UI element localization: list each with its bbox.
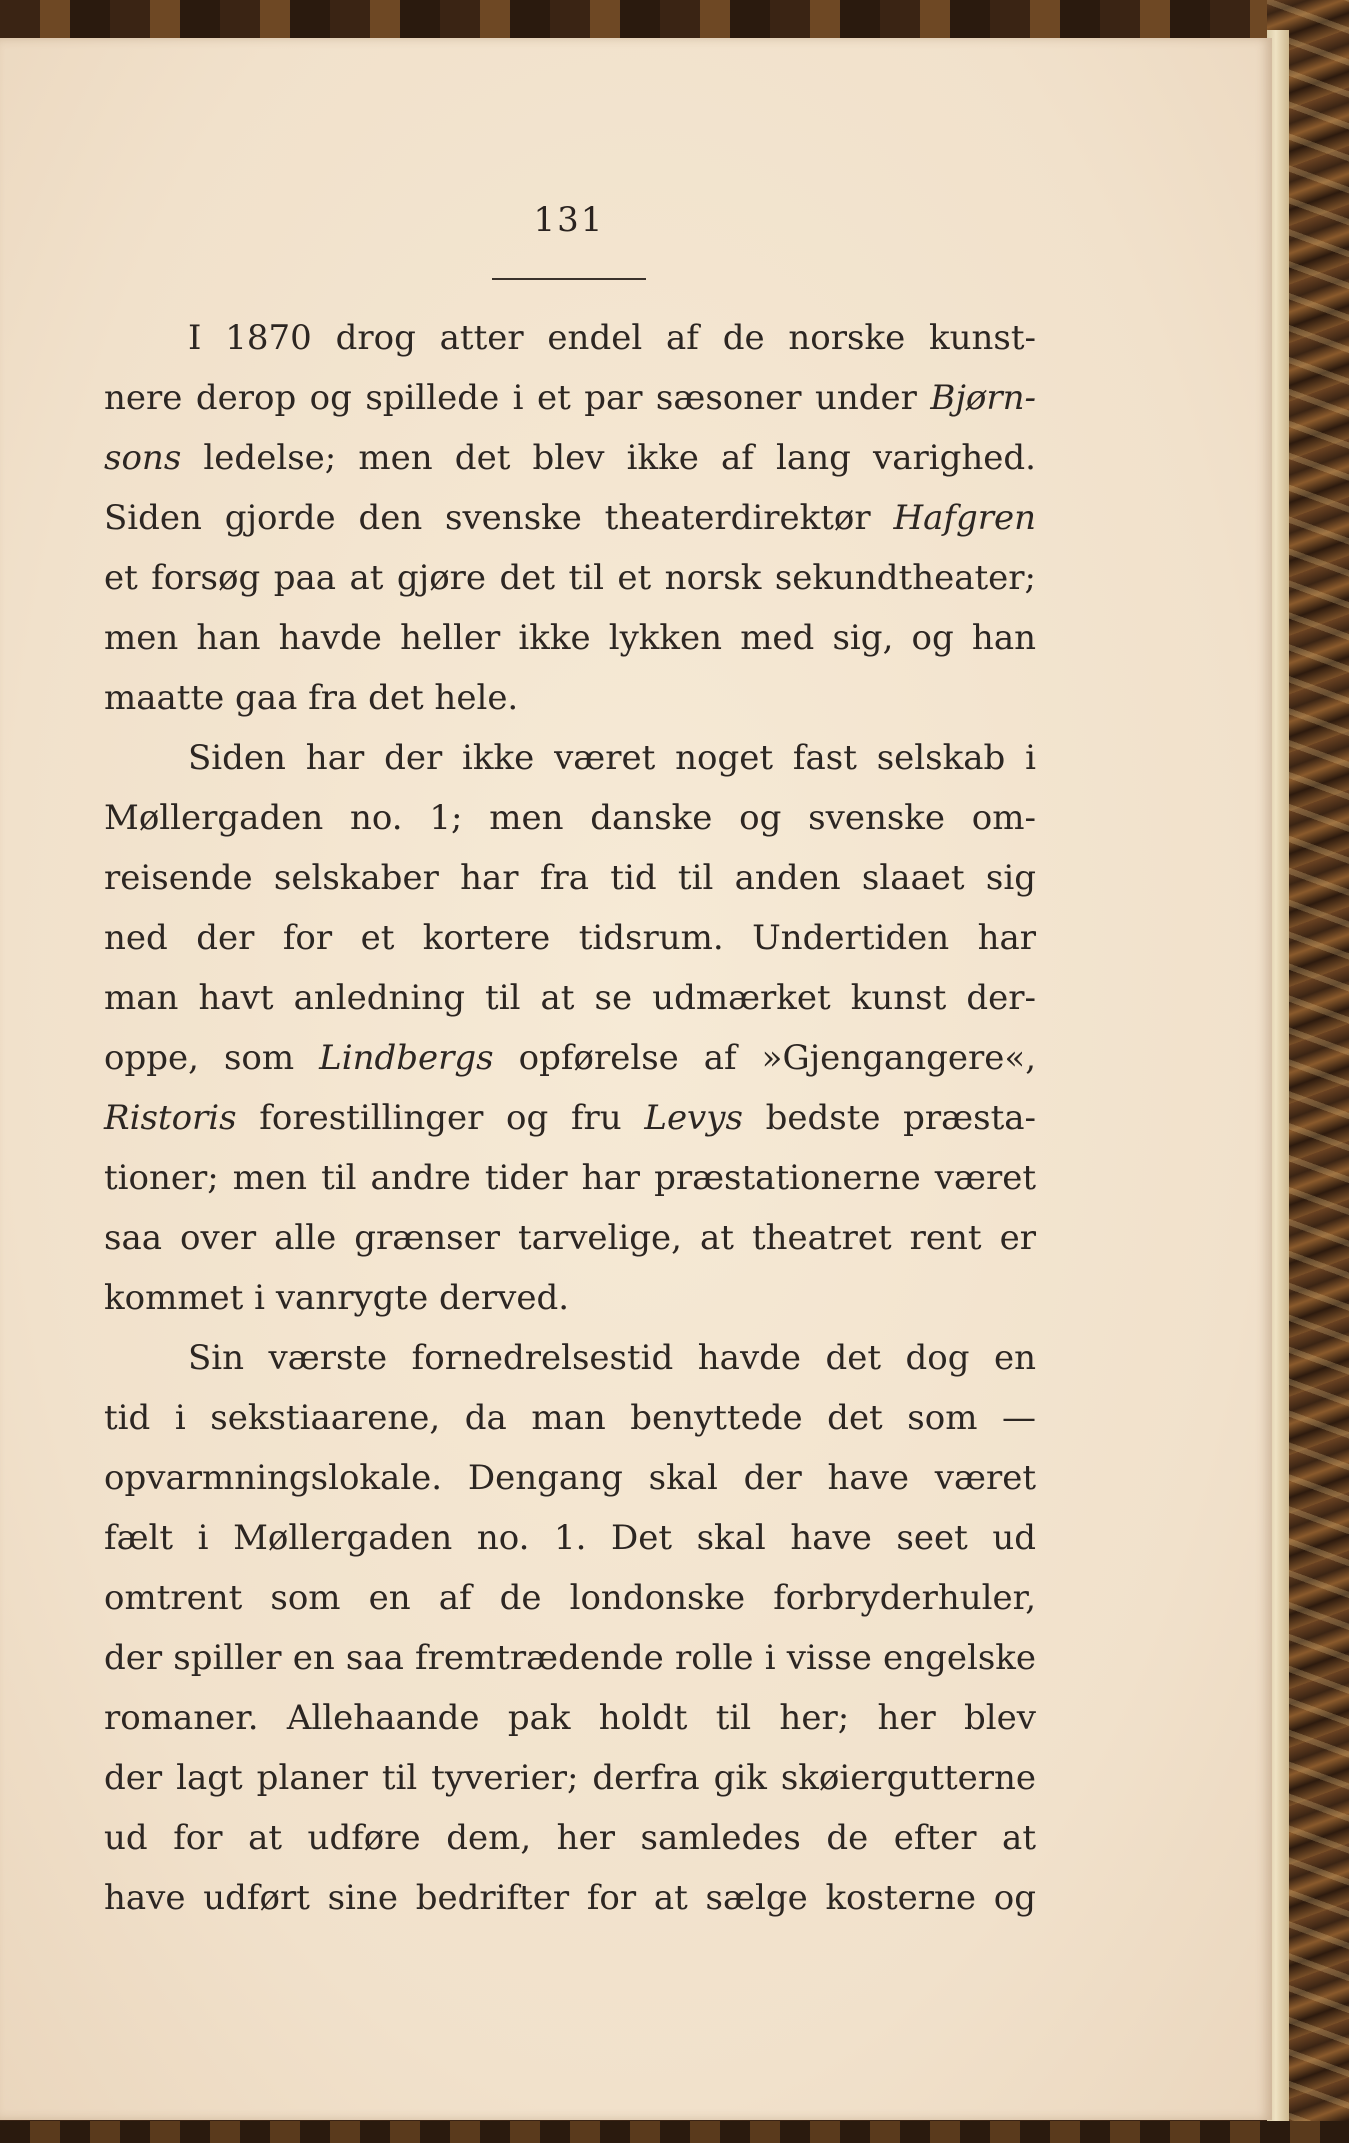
text-line <box>104 428 1036 488</box>
text-line <box>104 548 1036 608</box>
text-line <box>104 1208 1036 1268</box>
text-line <box>104 1268 1036 1328</box>
text-run: men han havde heller ikke lykken med sig, og han <box>104 618 1036 658</box>
text-line <box>104 1508 1036 1568</box>
text-run: opvarmningslokale. Dengang skal der have været <box>104 1458 1036 1498</box>
text-run: et forsøg paa at gjøre det til et norsk sekundtheater; <box>104 558 1036 598</box>
text-run: fælt i Møllergaden no. 1. Det skal have seet ud <box>104 1518 1036 1558</box>
text-line <box>104 1028 1036 1088</box>
italic-name: Hafgren <box>893 498 1036 538</box>
bottom-binding-strip <box>0 2121 1349 2143</box>
text-run: opførelse af »Gjengangere«, <box>493 1038 1036 1078</box>
text-run: omtrent som en af de londonske forbryderhuler, <box>104 1578 1036 1618</box>
text-run: man havt anledning til at se udmærket kunst der- <box>104 978 1036 1018</box>
italic-name: Lindbergs <box>319 1038 494 1078</box>
text-run: tioner; men til andre tider har præstationerne været <box>104 1158 1036 1198</box>
italic-name: Bjørn- <box>930 378 1036 418</box>
text-run: der spiller en saa fremtrædende rolle i visse engelske <box>104 1638 1036 1678</box>
text-run: Møllergaden no. 1; men danske og svenske om- <box>104 798 1036 838</box>
page-number: 131 <box>533 200 605 240</box>
text-line <box>104 788 1036 848</box>
text-line <box>104 368 1036 428</box>
text-line <box>104 1868 1036 1928</box>
italic-name: sons <box>104 438 182 478</box>
text-line <box>104 1748 1036 1808</box>
text-run: forestillinger og fru <box>236 1098 645 1138</box>
italic-name: Levys <box>644 1098 743 1138</box>
text-line <box>104 1088 1036 1148</box>
text-line <box>104 488 1036 548</box>
paragraph <box>104 728 1036 1328</box>
book-page <box>0 38 1272 2120</box>
text-run: Siden gjorde den svenske theaterdirektør <box>104 498 894 538</box>
paragraph <box>104 308 1036 728</box>
text-line <box>104 1688 1036 1748</box>
text-line <box>104 1148 1036 1208</box>
text-line <box>104 848 1036 908</box>
text-line <box>104 608 1036 668</box>
text-line <box>104 728 1036 788</box>
text-run: kommet i vanrygte derved. <box>104 1278 570 1318</box>
body-text <box>104 308 1036 1928</box>
text-line <box>104 1808 1036 1868</box>
text-run: maatte gaa fra det hele. <box>104 678 519 718</box>
text-run: romaner. Allehaande pak holdt til her; her blev <box>104 1698 1036 1738</box>
text-line <box>104 1628 1036 1688</box>
text-run: ned der for et kortere tidsrum. Undertiden har <box>104 918 1036 958</box>
text-line <box>104 1568 1036 1628</box>
text-run: saa over alle grænser tarvelige, at theatret rent er <box>104 1218 1036 1258</box>
text-run: bedste præsta- <box>742 1098 1036 1138</box>
text-line <box>104 308 1036 368</box>
text-run: ledelse; men det blev ikke af lang varighed. <box>181 438 1036 478</box>
text-run: reisende selskaber har fra tid til anden slaaet sig <box>104 858 1036 898</box>
text-run: ud for at udføre dem, her samledes de efter at <box>104 1818 1036 1858</box>
italic-name: Ristoris <box>104 1098 237 1138</box>
text-line <box>104 1388 1036 1448</box>
text-run: have udført sine bedrifter for at sælge kosterne og <box>104 1878 1036 1918</box>
text-run: oppe, som <box>104 1038 320 1078</box>
text-line <box>104 968 1036 1028</box>
top-binding-strip <box>0 0 1349 40</box>
page-number-rule <box>492 278 646 280</box>
text-line <box>104 1448 1036 1508</box>
paragraph <box>104 1328 1036 1928</box>
text-line <box>104 1328 1036 1388</box>
text-run: Siden har der ikke været noget fast selskab i <box>188 738 1036 778</box>
text-line <box>104 668 1036 728</box>
text-run: der lagt planer til tyverier; derfra gik skøiergutterne <box>104 1758 1036 1798</box>
text-run: I 1870 drog atter endel af de norske kunst- <box>188 318 1036 358</box>
text-line <box>104 908 1036 968</box>
text-run: Sin værste fornedrelsestid havde det dog en <box>188 1338 1036 1378</box>
text-run: tid i sekstiaarene, da man benyttede det som — <box>104 1398 1036 1438</box>
text-run: nere derop og spillede i et par sæsoner under <box>104 378 931 418</box>
